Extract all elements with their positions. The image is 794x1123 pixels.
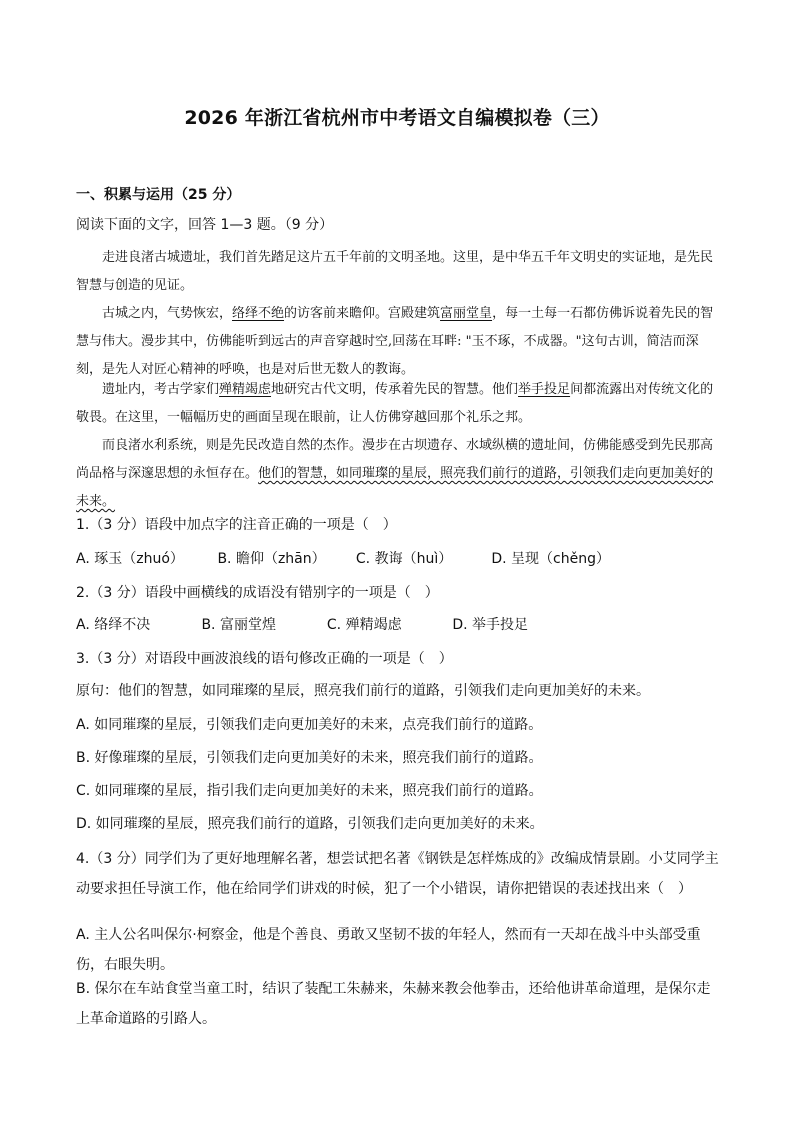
passage-text: 地研究古代文明，传承着先民的智慧。他们 [271,382,519,397]
option-d[interactable]: D. 举手投足 [452,617,529,633]
wavy-underlined-sentence: 他们的智慧，如同璀璨的星辰，照亮我们前行的道路，引领我们走向更加美好的未来。 [76,466,714,509]
passage-text: 古城之内，气势恢宏， [102,306,233,321]
option-d[interactable]: D. 如同璀璨的星辰，照亮我们前行的道路，引领我们走向更加美好的未来。 [76,816,544,832]
option-a[interactable]: A. 络绎不决 [76,617,151,633]
option-c[interactable]: C. 如同璀璨的星辰，指引我们走向更加美好的未来，照亮我们前行的道路。 [76,783,543,799]
option-b[interactable]: B. 保尔在车站食堂当童工时，结识了装配工朱赫来，朱赫来教会他拳击，还给他讲革命道理，是保尔走上革命道路的引路人。 [76,981,711,1027]
passage-text: 间都流露出对传统文化的敬畏。在这里，一幅幅历史的画面呈现在眼前，让人仿佛穿越回那个礼乐之邦。 [76,382,714,425]
option-c[interactable]: C. 教诲（huì） [355,551,453,567]
underlined-idiom: 殚精竭虑 [219,382,272,397]
question-3-stem: 3.（3 分）对语段中画波浪线的语句修改正确的一项是（ ） [76,651,453,667]
question-3-original: 原句：他们的智慧，如同璀璨的星辰，照亮我们前行的道路，引领我们走向更加美好的未来。 [76,683,650,699]
question-2-stem: 2.（3 分）语段中画横线的成语没有错别字的一项是（ ） [76,585,439,601]
question-1-stem: 1.（3 分）语段中加点字的注音正确的一项是（ ） [76,517,397,533]
option-a[interactable]: A. 主人公名叫保尔·柯察金，他是个善良、勇敢又坚韧不拔的年轻人，然而有一天却在战斗中头部受重伤，右眼失明。 [76,927,701,973]
question-1-options [76,544,722,574]
underlined-idiom: 富丽堂皇 [440,306,493,321]
option-b[interactable]: B. 好像璀璨的星辰，引领我们走向更加美好的未来，照亮我们前行的道路。 [76,750,543,766]
passage-text: 遗址内，考古学家们 [102,382,220,397]
exam-title: 2026 年浙江省杭州市中考语文自编模拟卷（三） [184,107,610,129]
question-2-options [76,610,722,640]
passage-paragraph-3 [76,376,722,432]
passage-paragraph-1 [76,244,722,300]
section-heading: 一、积累与运用（25 分） [76,187,241,203]
passage-paragraph-4 [76,432,722,516]
passage-text: ，每一土每一石都仿佛诉说着先民的智慧与伟大。漫步其中，仿佛能听到远古的声音穿越时空,回荡在耳畔: "玉不琢，不成器。"这句古训，简洁而深刻，是先人对匠心精神的呼唤，也是对后世无数人的教诲。 [76,306,714,377]
option-b[interactable]: B. 瞻仰（zhān） [217,551,326,567]
underlined-idiom: 络绎不绝 [232,306,285,321]
option-c[interactable]: C. 殚精竭虑 [326,617,402,633]
passage-paragraph-2 [76,300,722,384]
passage-text: 走进良渚古城遗址，我们首先踏足这片五千年前的文明圣地。这里，是中华五千年文明史的实证地，是先民智慧与创造的见证。 [76,250,714,293]
question-4-stem: 4.（3 分）同学们为了更好地理解名著，想尝试把名著《钢铁是怎样炼成的》改编成情景剧。小艾同学主动要求担任导演工作，他在给同学们讲戏的时候，犯了一个小错误，请你把错误的表述找出来（ ） [76,851,719,897]
option-b[interactable]: B. 富丽堂煌 [201,617,276,633]
underlined-idiom: 举手投足 [518,382,571,397]
option-a[interactable]: A. 琢玉（zhuó） [76,551,184,567]
reading-instruction: 阅读下面的文字，回答 1—3 题。（9 分） [76,217,334,233]
passage-text: 的访客前来瞻仰。宫殿建筑 [284,306,441,321]
option-a[interactable]: A. 如同璀璨的星辰，引领我们走向更加美好的未来，点亮我们前行的道路。 [76,717,543,733]
option-d[interactable]: D. 呈现（chěng） [491,551,610,567]
passage-text: 而良渚水利系统，则是先民改造自然的杰作。漫步在古坝遗存、水域纵横的遗址间，仿佛能感受到先民那高尚品格与深邃思想的永恒存在。 [76,438,714,481]
